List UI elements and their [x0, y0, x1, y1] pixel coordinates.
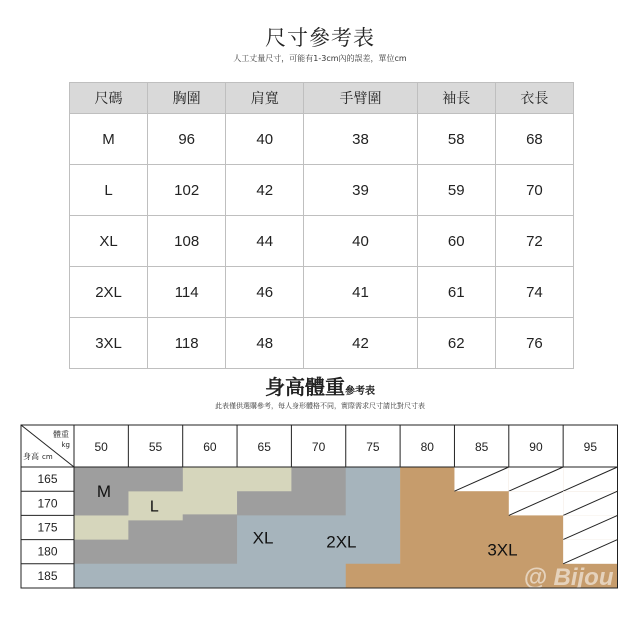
- height-weight-subtitle: 此表僅供選購參考，每人身形體格不同，實際需求尺寸請比對尺寸表: [215, 402, 425, 410]
- header-size: 尺碼: [70, 83, 148, 114]
- height-label: 165: [37, 472, 58, 487]
- cell-sleeve: 58: [417, 114, 495, 165]
- weight-label: 70: [311, 440, 326, 454]
- cell-chest: 96: [148, 114, 226, 165]
- corner-weight: 體重: [53, 430, 69, 439]
- size-chart-title: 尺寸參考表: [265, 26, 375, 50]
- cell-size: 2XL: [70, 267, 148, 318]
- cell-arm: 38: [304, 114, 417, 165]
- size-label: 3XL: [487, 540, 518, 560]
- cell-size: L: [70, 165, 148, 216]
- weight-label: 75: [366, 440, 380, 454]
- cell-arm: 39: [304, 165, 417, 216]
- corner-cm: cm: [42, 453, 53, 461]
- cell-chest: 114: [148, 267, 226, 318]
- weight-label: 60: [203, 440, 217, 454]
- cell-chest: 118: [148, 318, 226, 369]
- cell-length: 74: [495, 267, 573, 318]
- header-arm: 手臂圍: [304, 83, 417, 114]
- corner-height: 身高: [23, 452, 39, 461]
- cell-size: M: [70, 114, 148, 165]
- cell-shoulder: 44: [226, 216, 304, 267]
- height-label: 185: [37, 568, 58, 583]
- cell-size: XL: [70, 216, 148, 267]
- header-shoulder: 肩寬: [226, 83, 304, 114]
- size-label: XL: [252, 528, 274, 548]
- weight-label: 50: [94, 440, 108, 454]
- cell-shoulder: 40: [226, 114, 304, 165]
- cell-shoulder: 46: [226, 267, 304, 318]
- size-label: 2XL: [326, 532, 357, 552]
- corner-kg: kg: [61, 441, 70, 449]
- weight-label: 85: [474, 440, 489, 454]
- size-label: M: [96, 482, 112, 502]
- header-sleeve: 袖長: [417, 83, 495, 114]
- size-label: L: [149, 498, 159, 516]
- height-label: 175: [37, 520, 58, 535]
- size-chart-subtitle: 人工丈量尺寸，可能有1-3cm內的誤差，單位cm: [233, 54, 407, 63]
- cell-shoulder: 42: [226, 165, 304, 216]
- height-label: 180: [37, 544, 58, 559]
- cell-length: 70: [495, 165, 573, 216]
- height-label: 170: [37, 496, 58, 511]
- cell-sleeve: 59: [417, 165, 495, 216]
- cell-sleeve: 61: [417, 267, 495, 318]
- watermark-logo: @ Bijou: [523, 564, 614, 591]
- weight-label: 55: [148, 440, 163, 454]
- cell-arm: 40: [304, 216, 417, 267]
- cell-shoulder: 48: [226, 318, 304, 369]
- cell-chest: 102: [148, 165, 226, 216]
- height-weight-title-suffix: 參考表: [345, 386, 375, 397]
- weight-label: 90: [529, 440, 543, 454]
- cell-length: 76: [495, 318, 573, 369]
- weight-label: 95: [583, 440, 598, 454]
- cell-length: 68: [495, 114, 573, 165]
- cell-arm: 41: [304, 267, 417, 318]
- header-length: 衣長: [495, 83, 573, 114]
- weight-label: 65: [257, 440, 271, 454]
- cell-length: 72: [495, 216, 573, 267]
- cell-arm: 42: [304, 318, 417, 369]
- cell-sleeve: 60: [417, 216, 495, 267]
- height-weight-title-main: 身高體重: [265, 375, 345, 399]
- weight-label: 80: [420, 440, 434, 454]
- cell-sleeve: 62: [417, 318, 495, 369]
- cell-size: 3XL: [70, 318, 148, 369]
- header-chest: 胸圍: [148, 83, 226, 114]
- cell-chest: 108: [148, 216, 226, 267]
